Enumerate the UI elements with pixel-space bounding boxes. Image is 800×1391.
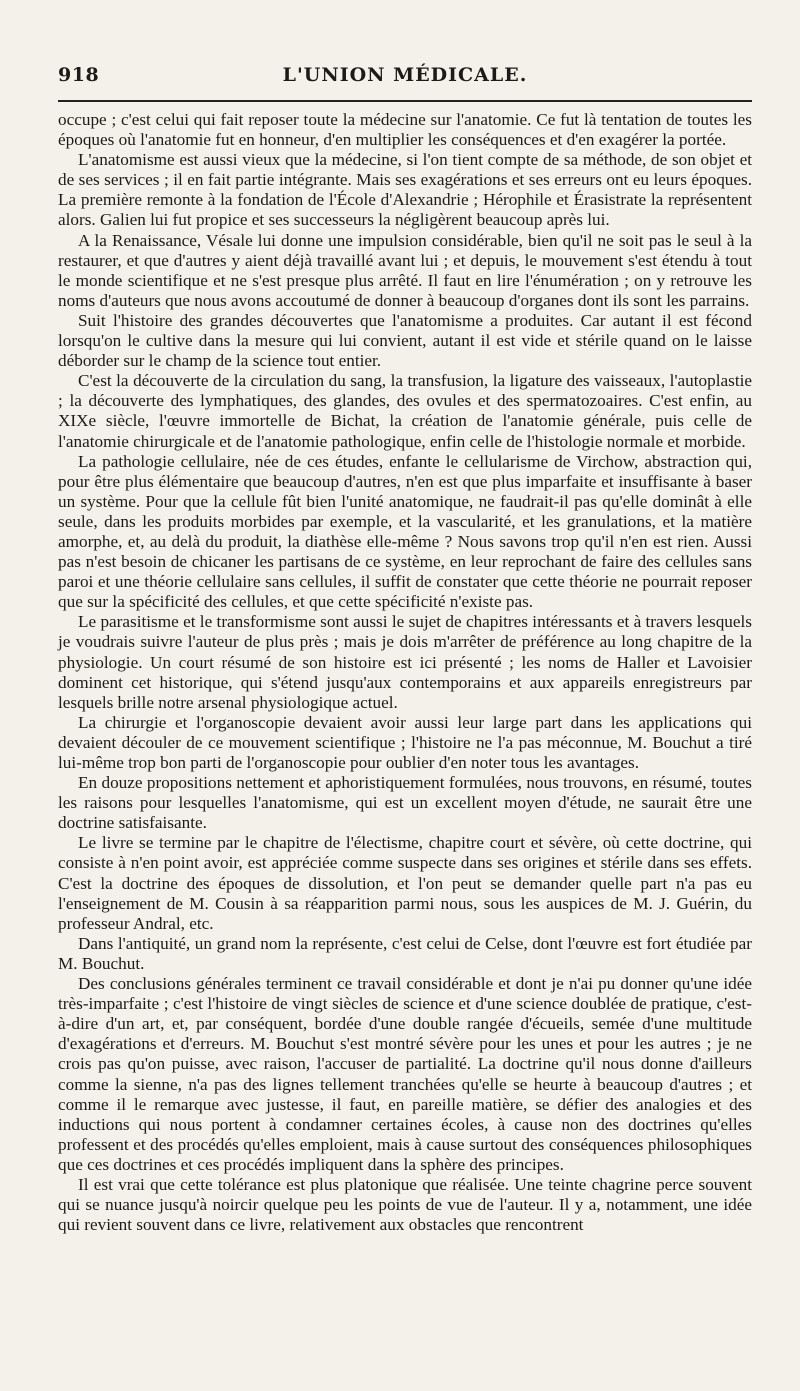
- paragraph: C'est la découverte de la circulation du sang, la transfusion, la ligature des vaisseaux, l'autoplastie ; la découverte des lymphatiques, des glandes, des ovules et des spermatozoaires. C'est enfin, au XIXe siècle, l'œuvre immortelle de Bichat, la création de l'anatomie générale, puis celle de l'anatomie chirurgicale et de l'anatomie pathologique, enfin celle de l'histologie normale et morbide.: [58, 371, 752, 451]
- paragraph: Dans l'antiquité, un grand nom la représente, c'est celui de Celse, dont l'œuvre est fort étudiée par M. Bouchut.: [58, 933, 752, 973]
- running-title: L'UNION MÉDICALE.: [282, 64, 528, 86]
- paragraph: La chirurgie et l'organoscopie devaient avoir aussi leur large part dans les applications qui devaient découler de ce mouvement scientifique ; l'histoire ne l'a pas méconnue, M. Bouchut a tiré lui-même trop bon parti de l'organoscopie pour oublier d'en noter tous les avantages.: [58, 712, 752, 772]
- paragraph: La pathologie cellulaire, née de ces études, enfante le cellularisme de Virchow, abstraction qui, pour être plus élémentaire que beaucoup d'autres, n'en est que plus imparfaite et insuffisante à baser un système. Pour que la cellule fût bien l'unité anatomique, ne faudrait-il pas qu'elle dominât à elle seule, dans les produits morbides par exemple, et la vascularité, et les granulations, et la matière amorphe, et, au delà du produit, la diathèse elle-même ? Nous savons trop qu'il n'en est rien. Aussi pas n'est besoin de chicaner les partisans de ce système, en leur reprochant de faire des cellules sans paroi et une théorie cellulaire sans cellules, il suffit de constater que cette théorie ne pourrait reposer que sur la spécificité des cellules, et que cette spécificité n'existe pas.: [58, 451, 752, 612]
- header-rule: [58, 100, 752, 102]
- paragraph: L'anatomisme est aussi vieux que la médecine, si l'on tient compte de sa méthode, de son objet et de ses services ; il en fait partie intégrante. Mais ses exagérations et ses erreurs ont eu leurs époques. La première remonte à la fondation de l'École d'Alexandrie ; Hérophile et Érasistrate la représentent alors. Galien lui fut propice et ses successeurs la négligèrent beaucoup après lui.: [58, 150, 752, 230]
- paragraph: occupe ; c'est celui qui fait reposer toute la médecine sur l'anatomie. Ce fut là tentation de toutes les époques où l'anatomie fut en honneur, d'en multiplier les conséquences et d'en exagérer la portée.: [58, 110, 752, 150]
- paragraph: En douze propositions nettement et aphoristiquement formulées, nous trouvons, en résumé, toutes les raisons pour lesquelles l'anatomisme, qui est un excellent moyen d'étude, ne saurait être une doctrine satisfaisante.: [58, 773, 752, 833]
- paragraph: Suit l'histoire des grandes découvertes que l'anatomisme a produites. Car autant il est fécond lorsqu'on le cultive dans la mesure qui lui convient, autant il est vide et stérile quand on le laisse déborder sur le champ de la science tout entier.: [58, 310, 752, 371]
- paragraph: Des conclusions générales terminent ce travail considérable et dont je n'ai pu donner qu'une idée très-imparfaite ; c'est l'histoire de vingt siècles de science et d'une science doublée de pratique, c'est-à-dire d'un art, et, par conséquent, bordée d'une double rangée d'écueils, semée d'une multitude d'exagérations et d'erreurs. M. Bouchut s'est montré sévère pour les unes et pour les autres ; je ne crois pas qu'on puisse, avec raison, l'accuser de partialité. La doctrine qu'il nous donne d'ailleurs comme la sienne, n'a pas des lignes tellement tranchées qu'elle se heurte à beaucoup d'autres ; et comme il le remarque avec justesse, il faut, en pareille matière, se défier des analogies et des inductions qui nous portent à condamner certaines écoles, à cause non des doctrines qu'elles professent et des procédés qu'elles emploient, mais à cause surtout des conséquences philosophiques que ces doctrines et ces procédés impliquent dans la sphère des principes.: [58, 974, 752, 1174]
- page-header: [58, 60, 752, 92]
- paragraph: Il est vrai que cette tolérance est plus platonique que réalisée. Une teinte chagrine perce souvent qui se nuance jusqu'à noircir quelque peu les points de vue de l'auteur. Il y a, notamment, une idée qui revient souvent dans ce livre, relativement aux obstacles que rencontrent: [58, 1174, 752, 1235]
- paragraph: A la Renaissance, Vésale lui donne une impulsion considérable, bien qu'il ne soit pas le seul à la restaurer, et que d'autres y aient déjà travaillé avant lui ; et depuis, le mouvement s'est étendu à tout le monde scientifique et ne s'est presque plus arrêté. Il faut en lire l'énumération ; on y retrouve les noms d'auteurs que nous avons accoutumé de donner à beaucoup d'organes dont ils sont les parrains.: [58, 230, 752, 310]
- paragraph: Le livre se termine par le chapitre de l'électisme, chapitre court et sévère, où cette doctrine, qui consiste à n'en point avoir, est appréciée comme suspecte dans ses origines et stérile dans ses effets. C'est la doctrine des époques de dissolution, et l'on peut se demander quelle part n'a pas eu l'enseignement de M. Cousin à sa réapparition parmi nous, sous les auspices de M. J. Guérin, du professeur Andral, etc.: [58, 833, 752, 933]
- page-number: 918: [58, 64, 100, 86]
- paragraph: Le parasitisme et le transformisme sont aussi le sujet de chapitres intéressants et à travers lesquels je voudrais suivre l'auteur de plus près ; mais je dois m'arrêter de préférence au long chapitre de la physiologie. Un court résumé de son histoire est ici présenté ; les noms de Haller et Lavoisier dominent cet historique, qui s'étend jusqu'aux contemporains et aux appareils enregistreurs par lesquels brille notre arsenal physiologique actuel.: [58, 612, 752, 712]
- article-body: [58, 110, 752, 1235]
